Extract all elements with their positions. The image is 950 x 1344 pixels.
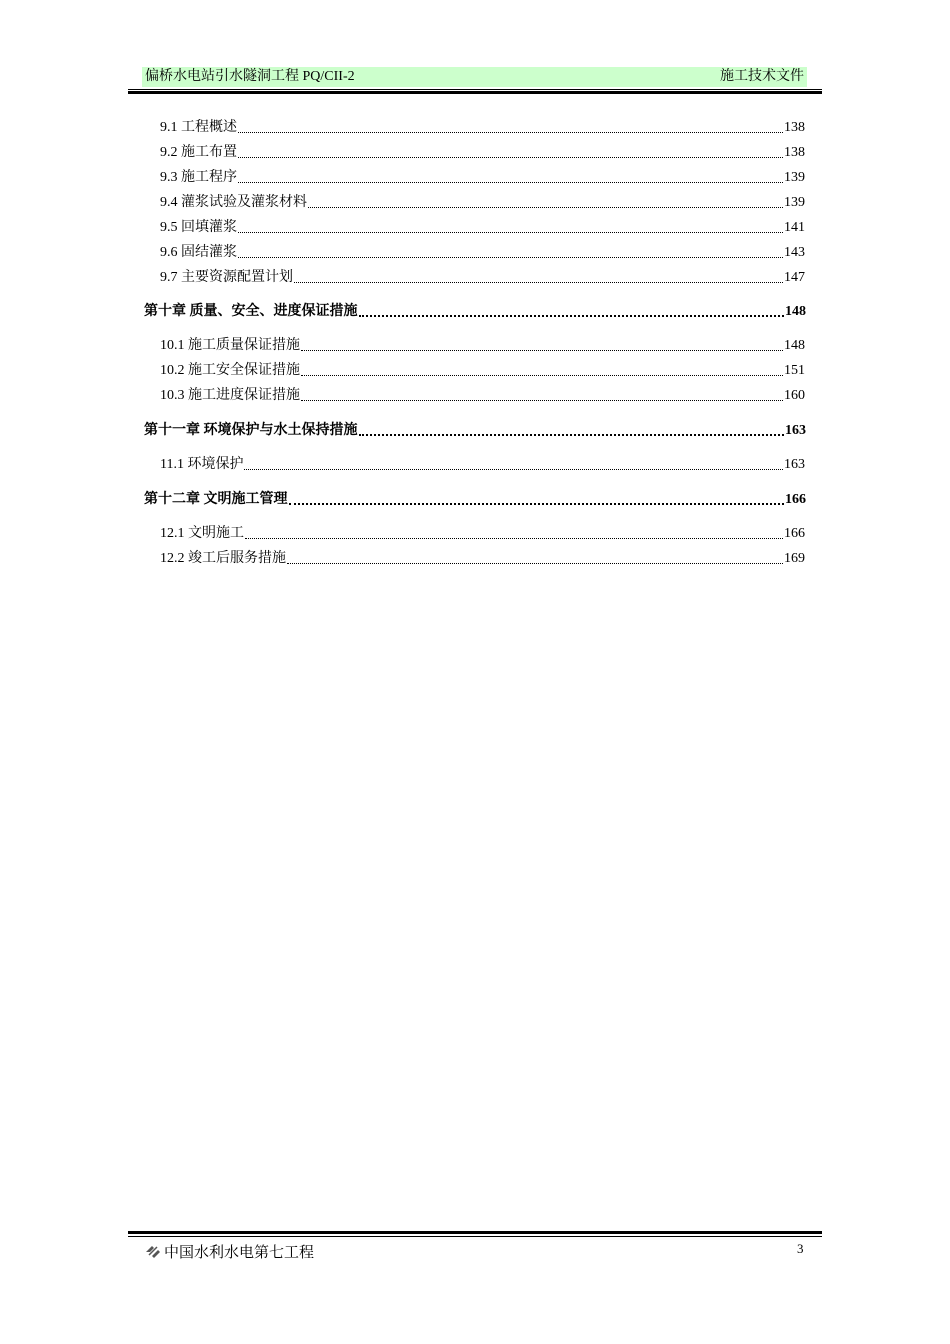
footer-company-name: 中国水利水电第七工程 <box>164 1243 315 1261</box>
toc-entry-page-number: 166 <box>785 492 806 507</box>
page-number: 3 <box>797 1241 804 1256</box>
toc-entry-page-number: 139 <box>784 170 805 185</box>
toc-chapter-entry[interactable] <box>144 490 806 510</box>
toc-section-entry[interactable] <box>160 193 805 213</box>
toc-dot-leader <box>359 433 785 436</box>
toc-chapter-entry[interactable] <box>144 302 806 322</box>
toc-dot-leader <box>238 131 783 133</box>
toc-dot-leader <box>287 562 783 564</box>
toc-section-entry[interactable] <box>160 243 805 263</box>
toc-entry-title: 12.1 文明施工 <box>160 526 244 541</box>
header-divider-thick <box>128 91 822 94</box>
toc-entry-title: 10.1 施工质量保证措施 <box>160 338 300 353</box>
toc-dot-leader <box>238 156 783 158</box>
toc-entry-title: 第十二章 文明施工管理 <box>144 492 288 507</box>
toc-entry-page-number: 139 <box>784 195 805 210</box>
header-document-type: 施工技术文件 <box>720 69 804 84</box>
toc-entry-title: 9.2 施工布置 <box>160 145 237 160</box>
toc-section-entry[interactable] <box>160 336 805 356</box>
toc-entry-title: 10.3 施工进度保证措施 <box>160 388 300 403</box>
toc-entry-page-number: 160 <box>784 388 805 403</box>
toc-dot-leader <box>308 206 783 208</box>
toc-entry-page-number: 169 <box>784 551 805 566</box>
toc-entry-page-number: 148 <box>785 304 806 319</box>
toc-section-entry[interactable] <box>160 549 805 569</box>
toc-dot-leader <box>301 374 783 376</box>
company-logo-icon <box>144 1243 162 1259</box>
toc-section-entry[interactable] <box>160 143 805 163</box>
toc-dot-leader <box>245 537 783 539</box>
toc-entry-title: 9.4 灌浆试验及灌浆材料 <box>160 195 307 210</box>
toc-entry-page-number: 147 <box>784 270 805 285</box>
footer-divider-thick <box>128 1231 822 1234</box>
toc-entry-title: 10.2 施工安全保证措施 <box>160 363 300 378</box>
toc-entry-title: 12.2 竣工后服务措施 <box>160 551 286 566</box>
toc-dot-leader <box>238 256 783 258</box>
toc-entry-page-number: 143 <box>784 245 805 260</box>
toc-entry-title: 9.1 工程概述 <box>160 120 237 135</box>
header-project-title: 偏桥水电站引水隧洞工程 PQ/CII-2 <box>145 69 355 84</box>
toc-entry-page-number: 163 <box>784 457 805 472</box>
toc-dot-leader <box>289 502 785 505</box>
toc-entry-page-number: 148 <box>784 338 805 353</box>
toc-entry-title: 9.7 主要资源配置计划 <box>160 270 293 285</box>
toc-entry-title: 9.3 施工程序 <box>160 170 237 185</box>
toc-dot-leader <box>301 349 783 351</box>
toc-section-entry[interactable] <box>160 361 805 381</box>
toc-section-entry[interactable] <box>160 268 805 288</box>
toc-section-entry[interactable] <box>160 524 805 544</box>
toc-dot-leader <box>238 181 783 183</box>
toc-entry-title: 9.6 固结灌浆 <box>160 245 237 260</box>
toc-dot-leader <box>359 314 785 317</box>
toc-section-entry[interactable] <box>160 386 805 406</box>
toc-dot-leader <box>244 468 783 470</box>
toc-dot-leader <box>301 399 783 401</box>
toc-entry-page-number: 166 <box>784 526 805 541</box>
footer-divider-thin <box>128 1236 822 1237</box>
header-divider-thin <box>128 89 822 90</box>
toc-entry-page-number: 138 <box>784 120 805 135</box>
toc-entry-page-number: 141 <box>784 220 805 235</box>
toc-entry-title: 11.1 环境保护 <box>160 457 244 472</box>
toc-entry-title: 第十章 质量、安全、进度保证措施 <box>144 304 358 319</box>
page-header <box>142 67 807 87</box>
toc-entry-page-number: 138 <box>784 145 805 160</box>
toc-entry-page-number: 163 <box>785 423 806 438</box>
toc-dot-leader <box>294 281 783 283</box>
toc-section-entry[interactable] <box>160 118 805 138</box>
toc-entry-title: 9.5 回填灌浆 <box>160 220 237 235</box>
toc-chapter-entry[interactable] <box>144 421 806 441</box>
toc-entry-title: 第十一章 环境保护与水土保持措施 <box>144 423 358 438</box>
toc-section-entry[interactable] <box>160 168 805 188</box>
toc-dot-leader <box>238 231 783 233</box>
toc-section-entry[interactable] <box>160 455 805 475</box>
toc-entry-page-number: 151 <box>784 363 805 378</box>
toc-section-entry[interactable] <box>160 218 805 238</box>
